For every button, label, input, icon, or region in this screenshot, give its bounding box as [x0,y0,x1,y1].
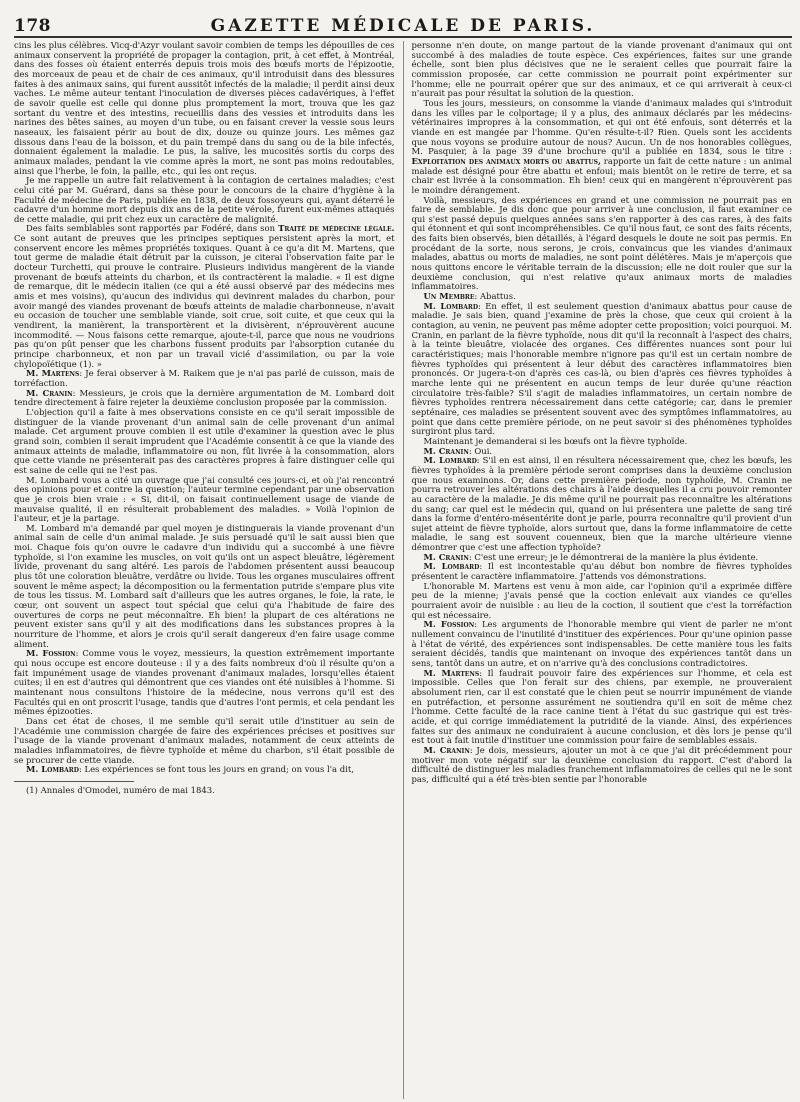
paragraph: cins les plus célèbres. Vicq-d'Azyr voulant savoir combien de temps les dépouilles de ces animaux conservent la propriété de propager la contagion, prit, à cet effet, à Montréal, dans des fosses où étaient enterrés depuis trois mois des bœufs morts de l'épizootie, des morceaux de peau et de chair de ces animaux, qu'il introduisit dans des blessures faites à des animaux sains, qui furent aussitôt infectés de la maladie; il perdit ainsi deux vaches. Le même auteur tentant l'inoculation de diverses pièces cadavériques, à l'effet de savoir quelle est celle qui donne plus promptement la mort, trouva que les gaz sortant du ventre et des intestins, recueillis dans des vessies et introduits dans les narines des bêtes saines, au moyen d'un tube, ou en faisant crever la vessie sous leurs naseaux, les faisaient périr au bout de dix, douze ou quinze jours. Les mêmes gaz dissous dans l'eau de la boisson, et du pain trempé dans du sang ou de la bile infectés, donnaient également la maladie. Le pus, la salive, les mucosités sortis du corps des animaux malades, pendant la vie comme après la mort, ne sont pas moins redoutables, ainsi que l'herbe, le foin, la paille, etc., qui les ont reçus. [14,41,395,176]
paragraph [14,224,395,369]
speech [412,746,793,785]
paragraph: M. Lombard m'a demandé par quel moyen je distinguerais la viande provenant d'un animal sain de celle d'un animal malade. Je suis persuadé qu'il le sait aussi bien que moi. Chaque fois qu'on ouvre le cadavre d'un individu qui a succombé à une fièvre typhoïde, si l'on examine les muscles, on voit qu'ils ont un aspect bleuâtre, légèrement livide, provenant du sang altéré. Les parois de l'abdomen présentent aussi beaucoup plus tôt une coloration bleuâtre, verdâtre ou livide. Tous les organes musculaires offrent souvent le même aspect; la décomposition ou la fermentation putride s'empare plus vite de tous les tissus. M. Lombard sait d'ailleurs que les autres organes, le foie, la rate, le cœur, ont souvent un aspect tout spécial que celui qu'a l'habitude de faire des ouvertures de corps ne peut méconnaître. Eh bien! la plupart de ces altérations ne peuvent exister sans qu'il y ait des modifications dans les substances propres à la nourriture de l'homme, et alors je crois qu'il serait dangereux d'en faire usage comme aliment. [14,522,395,649]
speech-text: : Abattus. [474,291,516,302]
text: Ce sont autant de preuves que les principes septiques persistent après la mort, et conservent encore les mêmes propriétés toxiques. Quant à ce qu'a dit M. Martens, que tout germe de maladie était détruit par la cuisson, je citerai l'observation faite par le docteur Turchetti, qui prouve le contraire. Plusieurs individus mangèrent de la viande provenant de bœufs atteints du charbon, et ils contractèrent la maladie. « Il est digne de remarque, dit le médecin italien (ce qui a été aussi observé par des médecins mes amis et mes voisins), qu'aucun des individus qui devinrent malades du charbon, pour avoir mangé des viandes provenant de bœufs atteints de maladie charbonneuse, n'avait eu occasion de toucher une semblable viande, soit crue, soit cuite, et que ceux qui la vendirent, la manièrent, la transportèrent et la divisèrent, n'éprouvèrent aucune incommodité. — Nous faisons cette remarque, ajoute-t-il, parce que nous ne voudrions pas qu'on pût penser que les charbons fussent produits par l'absorption cutanée du principe charbonneux, et non par un travail vicié d'assimilation, ou par la voie chylopoïétique (1). » [14,233,395,369]
speech [14,649,395,717]
text: Tous les jours, messieurs, on consomme la viande d'animaux malades qui s'introduit dans les villes par le colportage; il y a plus, des animaux déclarés par les médecins-vétérinaires impropres à la consommation, et qui ont été enfouis, sont déterrés et la viande en est mangée par l'homme. Qu'en résulte-t-il? Rien. Quels sont les accidents que nous voyons se produire autour de nous? Aucun. Un de nos honorables collègues, M. Pasquier, à la page 39 d'une brochure qu'il a publiée en 1834, sous le titre : [411,97,792,157]
paragraph: M. Lombard vous a cité un ouvrage que j'ai consulté ces jours-ci, et où j'ai rencontré des opinions pour et contre la question; l'auteur termine cependant par une observation que je crois bien vraie : « Si, dit-il, on faisait continuellement usage de viande de mauvaise qualité, il en résulterait probablement des maladies. » Voilà l'opinion de l'auteur, et je la partage. [14,474,395,524]
speech-text: : Messieurs, je crois que la dernière argumentation de M. Lombard doit tendre directement à faire rejeter la deuxième conclusion proposée par la commission. [14,387,395,408]
speaker: M. Fossion [423,619,475,630]
speech-text: : C'est une erreur; je le démontrerai de la manière la plus évidente. [468,551,759,562]
left-column [14,41,403,1099]
speaker: M. Martens [26,368,80,379]
speaker: M. Lombard [423,561,480,572]
paragraph [412,99,793,196]
text: Des faits semblables sont rapportés par Fodéré, dans son [26,223,276,234]
speech-text: : Je ferai observer à M. Raikem que je n'ai pas parlé de cuisson, mais de torréfaction. [14,368,395,388]
speaker: M. Lombard [423,300,479,311]
paragraph: Maintenant je demanderai si les bœufs ont la fièvre typhoïde. [423,435,688,446]
speech-text: : Oui. [468,445,493,456]
speaker: M. Fossion [26,648,76,659]
speech [412,456,793,553]
speech-text: : Il faudrait pouvoir faire des expériences sur l'homme, et cela est impossible. Celles que l'on ferait sur des chiens, par exemple, ne prouveraient absolument rien, car il est constaté que le chien peut se nourrir impunément de viande en putréfaction, et personne assurément ne soutiendra qu'il en soit de même chez l'homme. Cette faculté de la race canine tient à l'état du suc gastrique qui est très-acide, et qui corrige immédiatement la putridité de la viande. Ainsi, des expériences faites sur des animaux ne conduiraient à aucune conclusion, et dès lors je pense qu'il est tout à fait inutile d'instituer une commission pour faire de semblables essais. [411,667,792,746]
speech [14,389,395,408]
page-number: 178 [14,16,51,36]
speech [412,562,793,581]
speaker: M. Lombard [423,455,477,466]
speech-text: : Les arguments de l'honorable membre qui vient de parler ne m'ont nullement convaincu de l'inutilité d'instituer des expériences. Pour qu'une opinion passe à l'état de vérité, des expériences sont indispensables. De cette manière tous les faits seraient décidés, tandis que maintenant on invoque des expériences tantôt dans un sens, tantôt dans un autre, et on n'arrive qu'à des conclusions contradictoires. [411,619,792,668]
speech-text: : Je dois, messieurs, ajouter un mot à ce que j'ai dit précédemment pour motiver mon vote négatif sur la deuxième conclusion du rapport. C'est d'abord la difficulté de distinguer les maladies franchement inflammatoires de celles qui ne le sont pas, difficulté qui a été très-bien sentie par l'honorable [411,744,792,784]
page-header [14,10,792,38]
speaker: M. Cranin [423,551,469,562]
paragraph: Dans cet état de choses, il me semble qu'il serait utile d'instituer au sein de l'Académie une commission chargée de faire des expériences précises et positives sur l'usage de la viande provenant d'animaux malades, notamment de ceux atteints de maladies inflammatoires, de fièvre typhoïde et même du charbon, s'il était possible de se procurer de cette viande. [14,715,395,765]
columns [14,41,792,1099]
speech [412,620,793,668]
book-title: Exploitation des animaux morts ou abattus, [411,155,601,166]
speaker: M. Cranin [26,387,73,398]
journal-title: GAZETTE MÉDICALE DE PARIS. [210,16,596,36]
book-title: Traité de médecine légale. [278,223,395,234]
speaker: M. Cranin [423,744,470,755]
paragraph: personne n'en doute, on mange partout de la viande provenant d'animaux qui ont succombé à des maladies de toute espèce. Ces expériences, faites sur une grande échelle, sont bien plus décisives que ne le seraient celles que pourrait faire la commission proposée, car cette commission ne pourrait point expérimenter sur l'homme; elle ne pourrait opérer que sur des animaux, et ce qui arriverait à ceux-ci n'aurait pas pour résultat la solution de la question. [411,41,792,99]
speech-text: : Les expériences se font tous les jours en grand; on vous l'a dit, [78,764,354,775]
speech [412,302,793,437]
text: rapporte un fait de cette nature : un animal malade est désigné pour être abattu et enfoui; mais bientôt on le retire de terre, et sa chair est livrée à la consommation. Eh bien! ceux qui en mangèrent n'éprouvèrent pas le moindre dérangement. [411,155,792,195]
speaker: Un Membre [423,291,475,302]
speaker: M. Cranin [423,445,469,456]
speech-text: : Il est incontestable qu'au début bon nombre de fièvres typhoïdes présentent le caractère inflammatoire. J'attends vos démonstrations. [411,561,792,582]
paragraph: Je me rappelle un autre fait relativement à la contagion de certaines maladies; c'est celui cité par M. Guérard, dans sa thèse pour le concours de la chaire d'hygiène à la Faculté de médecine de Paris, publiée en 1838, de deux fossoyeurs qui, ayant déterré le cadavre d'un homme mort depuis dix ans de la petite vérole, furent eux-mêmes attaqués de cette maladie, qui prit chez eux un caractère de malignité. [14,175,395,224]
speech [14,765,395,775]
paragraph: Voilà, messieurs, des expériences en grand et une commission ne pourrait pas en faire de semblable. Je dis donc que pour arriver à une conclusion, il faut examiner ce qui s'est passé depuis quelques années sans s'en rapporter à des cas rares, à des faits qui étonnent et qui sont incompréhensibles. Ce qu'il nous faut, ce sont des faits récents, des faits bien observés, bien détaillés, à l'égard desquels le doute ne soit pas permis. En procédant de la sorte, nous serons, je crois, convaincus que les viandes d'animaux malades, abattus ou morts de maladies, ne sont point délétères. Mais je m'aperçois que nous quittons encore le véritable terrain de la discussion; elle ne doit rouler que sur la deuxième conclusion, qui n'est relative qu'aux animaux morts de maladies inflammatoires. [411,194,792,292]
right-column [403,41,793,1099]
paragraph: L'objection qu'il a faite à mes observations consiste en ce qu'il serait impossible de distinguer de la viande provenant d'un animal sain de celle provenant d'un animal malade. Cet argument prouve combien il est utile d'examiner la question avec le plus grand soin, combien il serait imprudent que l'Académie consentit à ce que la viande des animaux atteints de maladie, inflammatoire ou non, fût livrée à la consommation, alors que cette viande ne présenterait pas des caractères propres à faire distinguer celle qui est saine de celle qui ne l'est pas. [14,406,395,475]
speech [412,669,793,746]
speech-text: : Comme vous le voyez, messieurs, la question extrêmement importante qui nous occupe est encore douteuse : il y a des faits nombreux d'où il résulte qu'on a fait impunément usage de viandes provenant d'animaux malades, lorsqu'elles étaient cuites; il en est d'autres qui démontrent que ces viandes ont été nuisibles à l'homme. Si maintenant nous consultons l'histoire de la médecine, nous verrons qu'il est des Facultés qui en ont proscrit l'usage, tandis que d'autres l'ont permis, et cela pendant les mêmes épizooties. [14,648,395,717]
footnote: (1) Annales d'Omodei, numéro de mai 1843. [26,784,215,795]
paragraph: L'honorable M. Martens est venu à mon aide, car l'opinion qu'il a exprimée diffère peu de la mienne; j'avais pensé que la coction enlevait aux viandes ce qu'elles pourraient avoir de nuisible : au lieu de la coction, il soutient que c'est la torréfaction qui est nécessaire. [411,580,792,620]
speaker: M. Lombard [26,764,79,775]
speech-text: : S'il en est ainsi, il en résultera nécessairement que, chez les bœufs, les fièvres typhoïdes à la première période seront comprises dans la deuxième conclusion que nous examinons. Or, dans cette première période, non typhoïde, M. Cranin ne pourra retrouver les altérations des chairs à l'aide desquelles il a cru pouvoir remonter au caractère de la maladie. Je dis même qu'il ne pourrait pas reconnaître les altérations du sang; car quel est le médecin qui, quand on lui présentera une palette de sang tiré dans la forme d'entéro-mésentérite dont je parle, pourra reconnaître qu'il provient d'un sujet atteint de fièvre typhoïde, alors surtout que, dans la forme inflammatoire de cette maladie, le sang est souvent couenneux, bien que la marche ultérieure vienne démontrer que c'est une affection typhoïde? [411,455,792,553]
speaker: M. Martens [423,667,480,678]
speech [14,369,395,388]
speech-text: : En effet, il est seulement question d'animaux abattus pour cause de maladie. Je sais bien, quand j'examine de près la chose, que ceux qui croient à la contagion, au venin, ne peuvent pas même adopter cette proposition; voici pourquoi. M. Cranin, en parlant de la fièvre typhoïde, nous dit qu'il la reconnaît à l'aspect des chairs, à la teinte bleuâtre, violacée des organes. Ces différentes nuances sont pour lui caractéristiques; mais l'honorable membre n'ignore pas qu'il est un certain nombre de fièvres typhoïdes qui présentent à leur début des caractères inflammatoires bien prononcés. Or jugera-t-on d'après ces cas-là, ou bien d'après ces fièvres typhoïdes à marche lente qui ne présentent en aucun temps de leur durée qu'une réaction circulatoire très-faible? S'il s'agit de maladies inflammatoires, un certain nombre de fièvres typhoïdes rentrera nécessairement dans cette catégorie; car, dans le premier septénaire, ces maladies se présentent souvent avec des symptômes inflammatoires, au point que dans cette première période, on ne peut savoir si des phénomènes typhoïdes surgiront plus tard. [411,300,792,437]
